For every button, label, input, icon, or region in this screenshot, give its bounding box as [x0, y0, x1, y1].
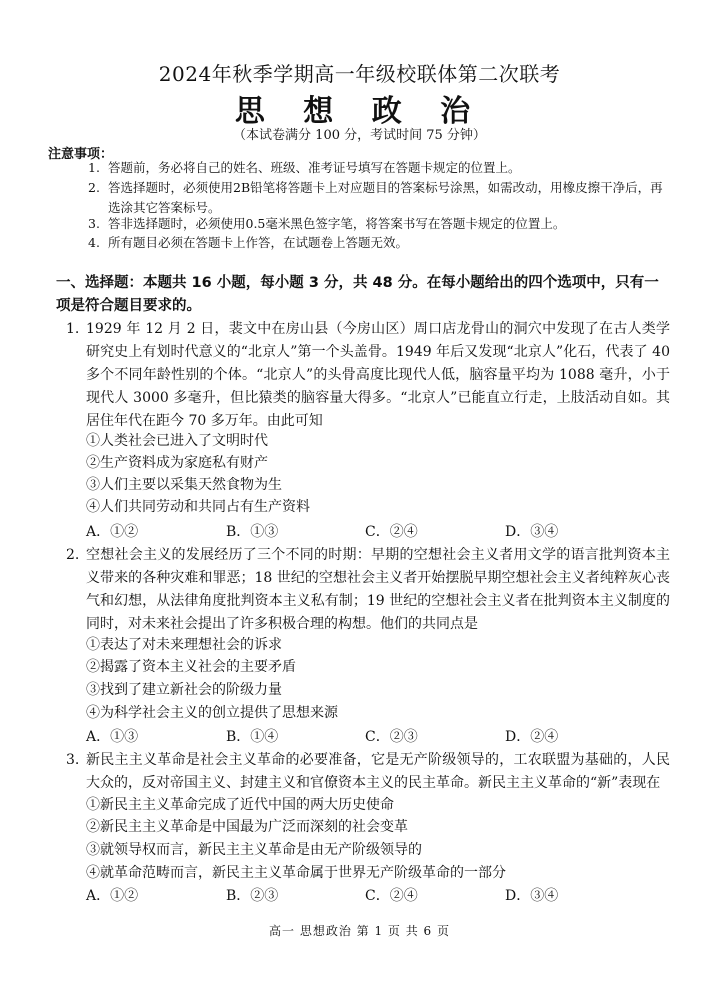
statement-item: ①新民主主义革命完成了近代中国的两大历史使命	[86, 797, 394, 813]
statement-item: ③就领导权而言，新民主主义革命是由无产阶级领导的	[86, 842, 422, 858]
note-number: 3.	[88, 216, 100, 231]
answer-choice-c[interactable]: C．②④	[365, 888, 418, 904]
note-text: 答非选择题时，必须使用0.5毫米黑色签字笔，将答案书写在答题卡规定的位置上。	[108, 216, 566, 231]
statement-item: ④人们共同劳动和共同占有生产资料	[86, 499, 310, 515]
note-number: 1.	[88, 160, 100, 175]
answer-choice-d[interactable]: D．②④	[505, 729, 559, 745]
note-item	[88, 233, 688, 253]
question-number: 1.	[66, 321, 80, 337]
question-number: 3.	[66, 752, 80, 768]
statement-item: ④为科学社会主义的创立提供了思想来源	[86, 705, 338, 721]
answer-choice-d[interactable]: D．③④	[505, 888, 559, 904]
question-number: 2.	[66, 547, 80, 563]
subject-title: 思 想 政 治	[234, 94, 485, 129]
answer-choice-a[interactable]: A．①②	[86, 888, 139, 904]
section-heading: 一、选择题：本题共 16 小题，每小题 3 分，共 48 分。在每小题给出的四个选项中，只有一项是符合题目要求的。	[56, 275, 659, 314]
note-item	[88, 178, 668, 218]
question-stem	[66, 749, 670, 795]
statement-item: ②揭露了资本主义社会的主要矛盾	[86, 659, 296, 675]
question-text: 空想社会主义的发展经历了三个不同的时期：早期的空想社会主义者用文学的语言批判资本主义带来的各种灾难和罪恶；18 世纪的空想社会主义者开始摆脱早期空想社会主义者纯粹灰心丧气和幻想，从法律角度批判资本主义私有制；19 世纪的空想社会主义者在批判资本主义制度的同时，对未来社会提出了许多积极合理的构想。他们的共同点是	[86, 547, 670, 632]
statement-item: ②新民主主义革命是中国最为广泛而深刻的社会变革	[86, 819, 408, 835]
answer-choice-b[interactable]: B．①④	[226, 729, 279, 745]
statement-item: ④就革命范畴而言，新民主主义革命属于世界无产阶级革命的一部分	[86, 865, 506, 881]
note-text: 答题前，务必将自己的姓名、班级、准考证号填写在答题卡规定的位置上。	[108, 160, 521, 175]
note-number: 2.	[88, 180, 100, 195]
answer-choice-c[interactable]: C．②④	[365, 524, 418, 540]
answer-choice-c[interactable]: C．②③	[365, 729, 418, 745]
page-footer: 高一 思想政治 第 1 页 共 6 页	[269, 924, 450, 938]
question-text: 1929 年 12 月 2 日，裴文中在房山县（今房山区）周口店龙骨山的洞穴中发现了在古人类学研究史上有划时代意义的“北京人”第一个头盖骨。1949 年后又发现“北京人”化石，代表了 40 多个不同年龄性别的个体。“北京人”的头骨高度比现代人低，脑容量平均为 1088 毫升，小于现代人 3000 多毫升，但比猿类的脑容量大得多。“北京人”已能直立行走，上肢活动自如。其居住年代在距今 70 多万年。由此可知	[86, 321, 670, 429]
question-text: 新民主主义革命是社会主义革命的必要准备，它是无产阶级领导的，工农联盟为基础的，人民大众的，反对帝国主义、封建主义和官僚资本主义的民主革命。新民主主义革命的“新”表现在	[86, 752, 670, 791]
statement-item: ③人们主要以采集天然食物为生	[86, 477, 282, 493]
answer-choice-d[interactable]: D．③④	[505, 524, 559, 540]
answer-choice-b[interactable]: B．①③	[226, 524, 279, 540]
note-text: 所有题目必须在答题卡上作答，在试题卷上答题无效。	[108, 235, 409, 250]
question-stem	[66, 544, 670, 636]
answer-choice-a[interactable]: A．①③	[86, 729, 139, 745]
notes-heading: 注意事项：	[48, 147, 114, 162]
note-text: 答选择题时，必须使用2B铅笔将答题卡上对应题目的答案标号涂黑，如需改动，用橡皮擦干净后，再选涂其它答案标号。	[108, 180, 663, 215]
statement-item: ②生产资料成为家庭私有财产	[86, 455, 268, 471]
statement-item: ①表达了对未来理想社会的诉求	[86, 637, 282, 653]
answer-choice-a[interactable]: A．①②	[86, 524, 139, 540]
statement-item: ①人类社会已进入了文明时代	[86, 433, 268, 449]
note-item	[88, 214, 688, 234]
note-item	[88, 158, 688, 178]
exam-info: （本试卷满分 100 分，考试时间 75 分钟）	[233, 128, 486, 143]
statement-item: ③找到了建立新社会的阶级力量	[86, 682, 282, 698]
question-stem	[66, 318, 670, 433]
exam-title: 2024年秋季学期高一年级校联体第二次联考	[158, 62, 561, 86]
note-number: 4.	[88, 235, 100, 250]
answer-choice-b[interactable]: B．②③	[226, 888, 279, 904]
